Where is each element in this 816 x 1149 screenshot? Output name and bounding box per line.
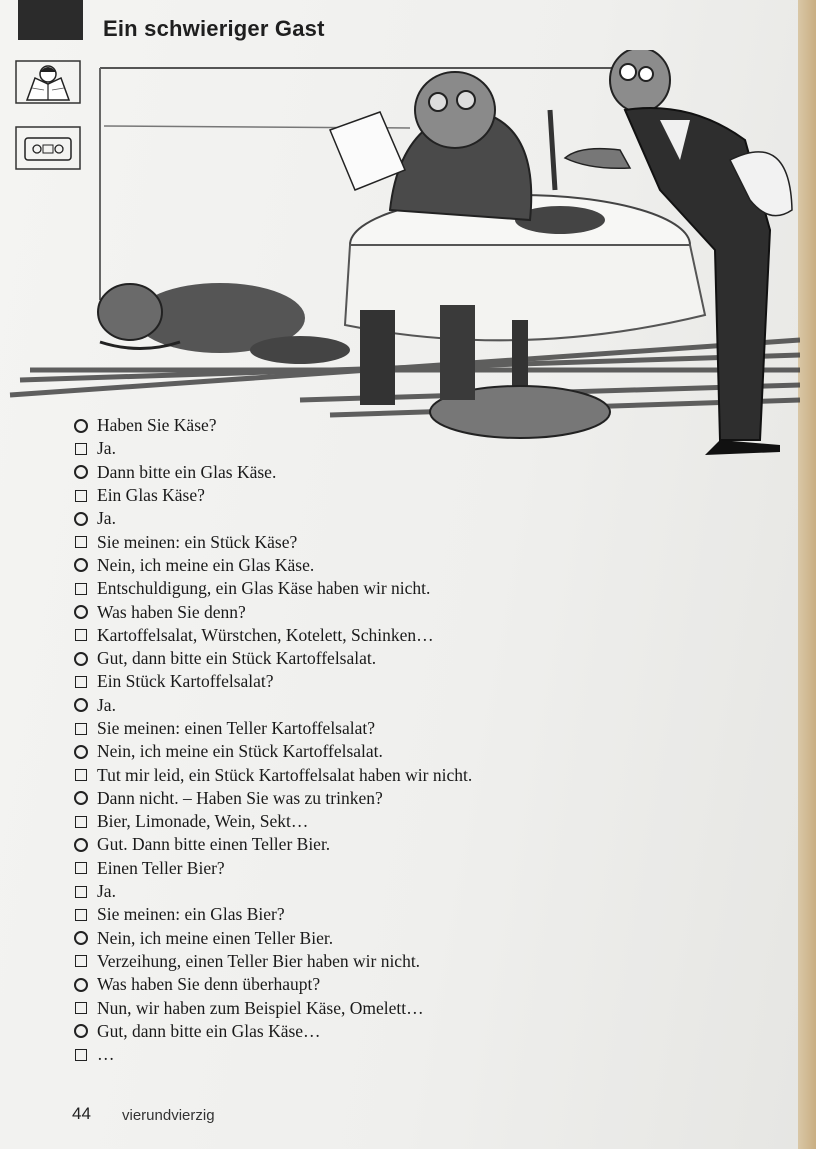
waiter-marker-square (70, 676, 92, 688)
dialogue-list (70, 414, 630, 1066)
dialogue-text: Kartoffelsalat, Würstchen, Kotelett, Schinken… (97, 624, 434, 645)
dialogue-line (70, 670, 630, 693)
dialogue-line (70, 554, 630, 577)
guest-marker-circle (70, 512, 92, 526)
waiter-marker-square (70, 490, 92, 502)
guest-marker-circle (70, 652, 92, 666)
circle-icon (74, 465, 88, 479)
guest-marker-circle (70, 605, 92, 619)
dialogue-line (70, 577, 630, 600)
dialogue-text: Tut mir leid, ein Stück Kartoffelsalat haben wir nicht. (97, 764, 473, 785)
guest-marker-circle (70, 978, 92, 992)
square-icon (75, 723, 87, 735)
dialogue-line (70, 600, 630, 623)
dialogue-line (70, 740, 630, 763)
waiter-marker-square (70, 769, 92, 781)
guest-marker-circle (70, 838, 92, 852)
square-icon (75, 536, 87, 548)
dialogue-text: Gut. Dann bitte einen Teller Bier. (97, 834, 331, 855)
dialogue-text: Einen Teller Bier? (97, 857, 225, 878)
dialogue-line (70, 530, 630, 553)
header-block (18, 0, 83, 40)
waiter-marker-square (70, 909, 92, 921)
waiter-marker-square (70, 816, 92, 828)
dialogue-text: Ja. (97, 694, 116, 715)
guest-marker-circle (70, 698, 92, 712)
circle-icon (74, 1024, 88, 1038)
square-icon (75, 769, 87, 781)
square-icon (75, 583, 87, 595)
square-icon (75, 909, 87, 921)
circle-icon (74, 931, 88, 945)
dialogue-text: Nun, wir haben zum Beispiel Käse, Omelett… (97, 997, 424, 1018)
dialogue-text: Was haben Sie denn überhaupt? (97, 974, 321, 995)
dialogue-text: Ja. (97, 881, 116, 902)
dialogue-line (70, 461, 630, 484)
square-icon (75, 490, 87, 502)
dialogue-text: Sie meinen: einen Teller Kartoffelsalat? (97, 718, 376, 738)
page-number-word: vierundvierzig (122, 1107, 215, 1124)
guest-marker-circle (70, 419, 92, 433)
waiter-marker-square (70, 886, 92, 898)
circle-icon (74, 652, 88, 666)
waiter-marker-square (70, 536, 92, 548)
dialogue-text: Haben Sie Käse? (97, 415, 217, 436)
guest-marker-circle (70, 931, 92, 945)
dialogue-line (70, 787, 630, 810)
dialogue-text: Bier, Limonade, Wein, Sekt… (97, 811, 309, 832)
circle-icon (74, 838, 88, 852)
dialogue-line (70, 950, 630, 973)
dialogue-text: Ein Stück Kartoffelsalat? (97, 671, 274, 692)
dialogue-line (70, 647, 630, 670)
square-icon (75, 1002, 87, 1014)
dialogue-text: Ja. (97, 508, 116, 529)
dialogue-text: Gut, dann bitte ein Stück Kartoffelsalat. (97, 648, 377, 669)
dialogue-text: Nein, ich meine ein Stück Kartoffelsalat. (97, 741, 383, 762)
dialogue-line (70, 507, 630, 530)
dialogue-line (70, 624, 630, 647)
waiter-marker-square (70, 629, 92, 641)
dialogue-text: Ja. (97, 438, 116, 459)
square-icon (75, 1049, 87, 1061)
circle-icon (74, 558, 88, 572)
dialogue-line (70, 694, 630, 717)
dialogue-line (70, 880, 630, 903)
waiter-marker-square (70, 443, 92, 455)
guest-marker-circle (70, 1024, 92, 1038)
guest-marker-circle (70, 558, 92, 572)
page-edge (798, 0, 816, 1149)
dialogue-text: … (97, 1044, 115, 1065)
dialogue-text: Gut, dann bitte ein Glas Käse… (97, 1020, 321, 1041)
dialogue-line (70, 437, 630, 460)
square-icon (75, 955, 87, 967)
circle-icon (74, 791, 88, 805)
waiter-marker-square (70, 723, 92, 735)
circle-icon (74, 745, 88, 759)
dialogue-text: Entschuldigung, ein Glas Käse haben wir nicht. (97, 578, 431, 599)
dialogue-line (70, 1043, 630, 1066)
dialogue-text: Nein, ich meine einen Teller Bier. (97, 927, 334, 948)
square-icon (75, 816, 87, 828)
dialogue-line (70, 903, 630, 926)
page-title: Ein schwieriger Gast (103, 16, 325, 41)
guest-marker-circle (70, 745, 92, 759)
dialogue-text: Sie meinen: ein Glas Bier? (97, 904, 285, 925)
waiter-marker-square (70, 1002, 92, 1014)
square-icon (75, 443, 87, 455)
waiter-marker-square (70, 955, 92, 967)
circle-icon (74, 419, 88, 433)
circle-icon (74, 978, 88, 992)
square-icon (75, 629, 87, 641)
circle-icon (74, 512, 88, 526)
square-icon (75, 862, 87, 874)
dialogue-line (70, 717, 630, 740)
dialogue-text: Dann bitte ein Glas Käse. (97, 461, 277, 482)
dialogue-text: Dann nicht. – Haben Sie was zu trinken? (97, 787, 383, 808)
restaurant-illustration (0, 50, 800, 460)
dialogue-text: Ein Glas Käse? (97, 485, 205, 506)
guest-marker-circle (70, 465, 92, 479)
dialogue-line (70, 833, 630, 856)
dialogue-line (70, 810, 630, 833)
page-number: 44 (72, 1104, 91, 1123)
waiter-marker-square (70, 583, 92, 595)
square-icon (75, 676, 87, 688)
dialogue-line (70, 996, 630, 1019)
dialogue-line (70, 484, 630, 507)
dialogue-line (70, 927, 630, 950)
dialogue-line (70, 763, 630, 786)
dialogue-line (70, 1020, 630, 1043)
dialogue-line (70, 973, 630, 996)
circle-icon (74, 605, 88, 619)
dialogue-text: Sie meinen: ein Stück Käse? (97, 531, 298, 552)
dialogue-text: Was haben Sie denn? (97, 601, 246, 622)
guest-marker-circle (70, 791, 92, 805)
square-icon (75, 886, 87, 898)
dialogue-line (70, 414, 630, 437)
waiter-marker-square (70, 862, 92, 874)
dialogue-line (70, 857, 630, 880)
circle-icon (74, 698, 88, 712)
dialogue-text: Nein, ich meine ein Glas Käse. (97, 554, 315, 575)
waiter-marker-square (70, 1049, 92, 1061)
dialogue-text: Verzeihung, einen Teller Bier haben wir nicht. (97, 950, 421, 971)
